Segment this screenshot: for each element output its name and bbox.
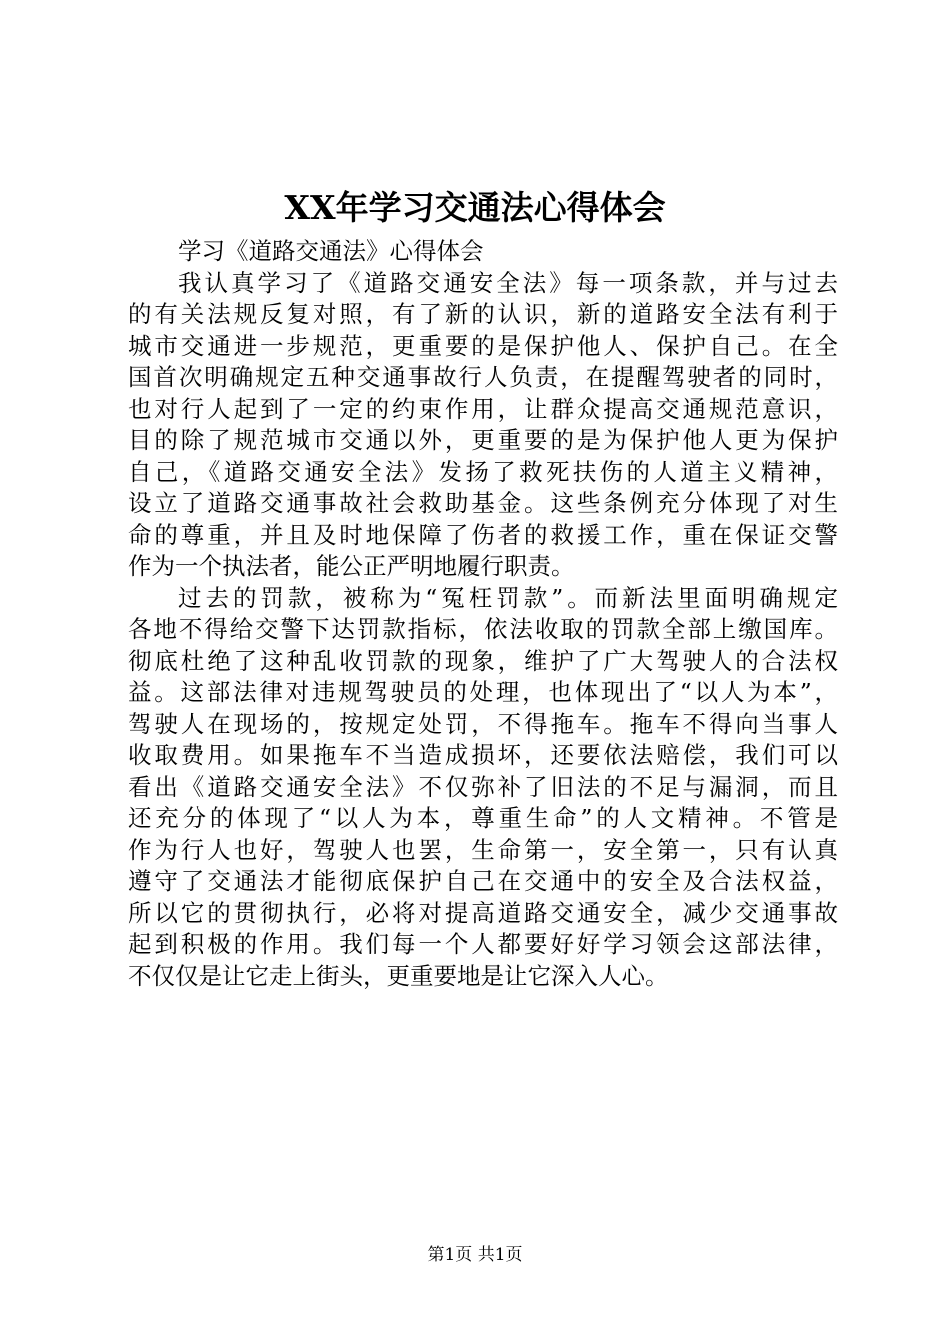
document-subtitle: 学习《道路交通法》心得体会 (178, 237, 484, 265)
page-number-footer: 第1页 共1页 (427, 1245, 523, 1265)
paragraph-line: 彻底杜绝了这种乱收罚款的现象，维护了广大驾驶人的合法权 (128, 646, 838, 675)
paragraph-line: 作为一个执法者，能公正严明地履行职责。 (128, 552, 575, 580)
paragraph-2 (128, 583, 838, 993)
paragraph-line: 起到积极的作用。我们每一个人都要好好学习领会这部法律， (128, 930, 838, 958)
paragraph-line: 我认真学习了《道路交通安全法》每一项条款，并与过去 (178, 268, 838, 297)
document-title: XX年学习交通法心得体会 (284, 188, 666, 227)
paragraph-line: 的有关法规反复对照，有了新的认识，新的道路安全法有利于 (128, 300, 838, 328)
paragraph-line: 遵守了交通法才能彻底保护自己在交通中的安全及合法权益， (128, 867, 838, 895)
paragraph-line: 各地不得给交警下达罚款指标，依法收取的罚款全部上缴国库。 (128, 615, 838, 643)
paragraph-line: 国首次明确规定五种交通事故行人负责，在提醒驾驶者的同时， (128, 363, 838, 391)
paragraph-line: 还充分的体现了“以人为本，尊重生命”的人文精神。不管是 (128, 804, 838, 832)
paragraph-line: 驾驶人在现场的，按规定处罚，不得拖车。拖车不得向当事人 (128, 709, 838, 738)
paragraph-line: 不仅仅是让它走上街头，更重要地是让它深入人心。 (128, 961, 669, 990)
paragraph-line: 所以它的贯彻执行，必将对提高道路交通安全，减少交通事故 (128, 898, 838, 927)
paragraph-line: 过去的罚款，被称为“冤枉罚款”。而新法里面明确规定 (178, 583, 838, 612)
paragraph-line: 收取费用。如果拖车不当造成损坏，还要依法赔偿，我们可以 (128, 741, 838, 769)
paragraph-line: 目的除了规范城市交通以外，更重要的是为保护他人更为保护 (128, 426, 838, 454)
paragraph-line: 益。这部法律对违规驾驶员的处理，也体现出了“以人为本”， (128, 678, 838, 706)
paragraph-line: 城市交通进一步规范，更重要的是保护他人、保护自己。在全 (128, 331, 838, 360)
paragraph-1 (128, 268, 838, 583)
paragraph-line: 命的尊重，并且及时地保障了伤者的救援工作，重在保证交警 (128, 520, 838, 549)
paragraph-line: 看出《道路交通安全法》不仅弥补了旧法的不足与漏洞，而且 (128, 772, 838, 801)
paragraph-line: 自己，《道路交通安全法》发扬了救死扶伤的人道主义精神， (128, 457, 838, 486)
paragraph-line: 作为行人也好，驾驶人也罢，生命第一，安全第一，只有认真 (128, 835, 838, 864)
paragraph-line: 设立了道路交通事故社会救助基金。这些条例充分体现了对生 (128, 489, 838, 517)
paragraph-line: 也对行人起到了一定的约束作用，让群众提高交通规范意识， (128, 394, 838, 423)
document-body (128, 236, 838, 992)
